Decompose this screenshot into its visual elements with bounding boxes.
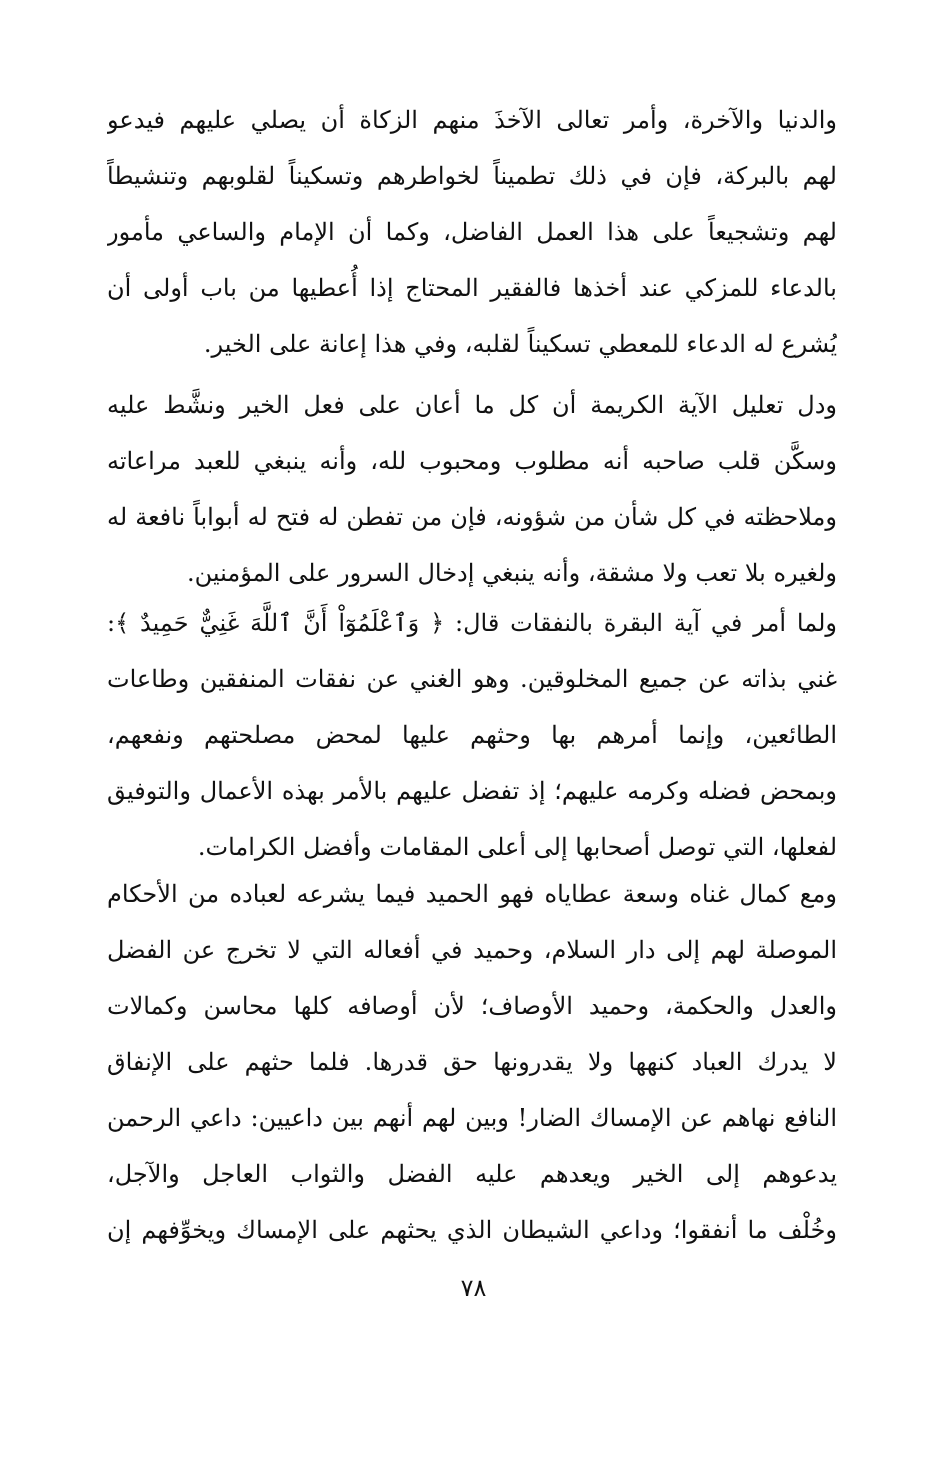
text-line: يدعوهم إلى الخير ويعدهم عليه الفضل والثواب العاجل والآجل، [107, 1160, 837, 1188]
text-line: لهم وتشجيعاً على هذا العمل الفاضل، وكما أن الإمام والساعي مأمور [107, 218, 837, 246]
text-line-with-verse: ولما أمر في آية البقرة بالنفقات قال: ﴿ وَٱعْلَمُوٓاْ أَنَّ ٱللَّهَ غَنِيٌّ حَمِيدٌ ﴾: [107, 609, 837, 637]
text-line: وسكَّن قلب صاحبه أنه مطلوب ومحبوب لله، وأنه ينبغي للعبد مراعاته [107, 447, 837, 475]
text-line: وخُلْف ما أنفقوا؛ وداعي الشيطان الذي يحثهم على الإمساك ويخوِّفهم إن [107, 1216, 837, 1244]
text-line: الموصلة لهم إلى دار السلام، وحميد في أفعاله التي لا تخرج عن الفضل [107, 936, 837, 964]
text-line: والعدل والحكمة، وحميد الأوصاف؛ لأن أوصافه كلها محاسن وكمالات [107, 992, 837, 1020]
page-number: ٧٨ [460, 1274, 487, 1302]
text-line: الطائعين، وإنما أمرهم بها وحثهم عليها لمحض مصلحتهم ونفعهم، [107, 721, 837, 749]
text-line: يُشرع له الدعاء للمعطي تسكيناً لقلبه، وفي هذا إعانة على الخير. [203, 330, 837, 358]
text-line: لفعلها، التي توصل أصحابها إلى أعلى المقامات وأفضل الكرامات. [197, 833, 837, 861]
text-line: ومع كمال غناه وسعة عطاياه فهو الحميد فيما يشرعه لعباده من الأحكام [107, 880, 837, 908]
text-line: لهم بالبركة، فإن في ذلك تطميناً لخواطرهم وتسكيناً لقلوبهم وتنشيطاً [107, 162, 837, 190]
text-line: ولغيره بلا تعب ولا مشقة، وأنه ينبغي إدخال السرور على المؤمنين. [186, 559, 837, 587]
paragraph-3 [107, 595, 837, 875]
text-line: بالدعاء للمزكي عند أخذها فالفقير المحتاج إذا أُعطيها من باب أولى أن [107, 274, 837, 302]
text-line: النافع نهاهم عن الإمساك الضار! وبين لهم أنهم بين داعيين: داعي الرحمن [107, 1104, 837, 1132]
text-line: والدنيا والآخرة، وأمر تعالى الآخذَ منهم الزكاة أن يصلي عليهم فيدعو [107, 106, 837, 134]
text-line: غني بذاته عن جميع المخلوقين. وهو الغني عن نفقات المنفقين وطاعات [107, 665, 837, 693]
text-line: لا يدرك العباد كنهها ولا يقدرونها حق قدرها. فلما حثهم على الإنفاق [107, 1048, 837, 1076]
paragraph-1 [107, 92, 837, 372]
paragraph-2 [107, 377, 837, 601]
paragraph-4 [107, 866, 837, 1258]
text-line: وملاحظته في كل شأن من شؤونه، فإن من تفطن له فتح له أبواباً نافعة له [107, 503, 837, 531]
text-line: وبمحض فضله وكرمه عليهم؛ إذ تفضل عليهم بالأمر بهذه الأعمال والتوفيق [107, 777, 837, 805]
text-line: ودل تعليل الآية الكريمة أن كل ما أعان على فعل الخير ونشَّط عليه [107, 391, 837, 419]
